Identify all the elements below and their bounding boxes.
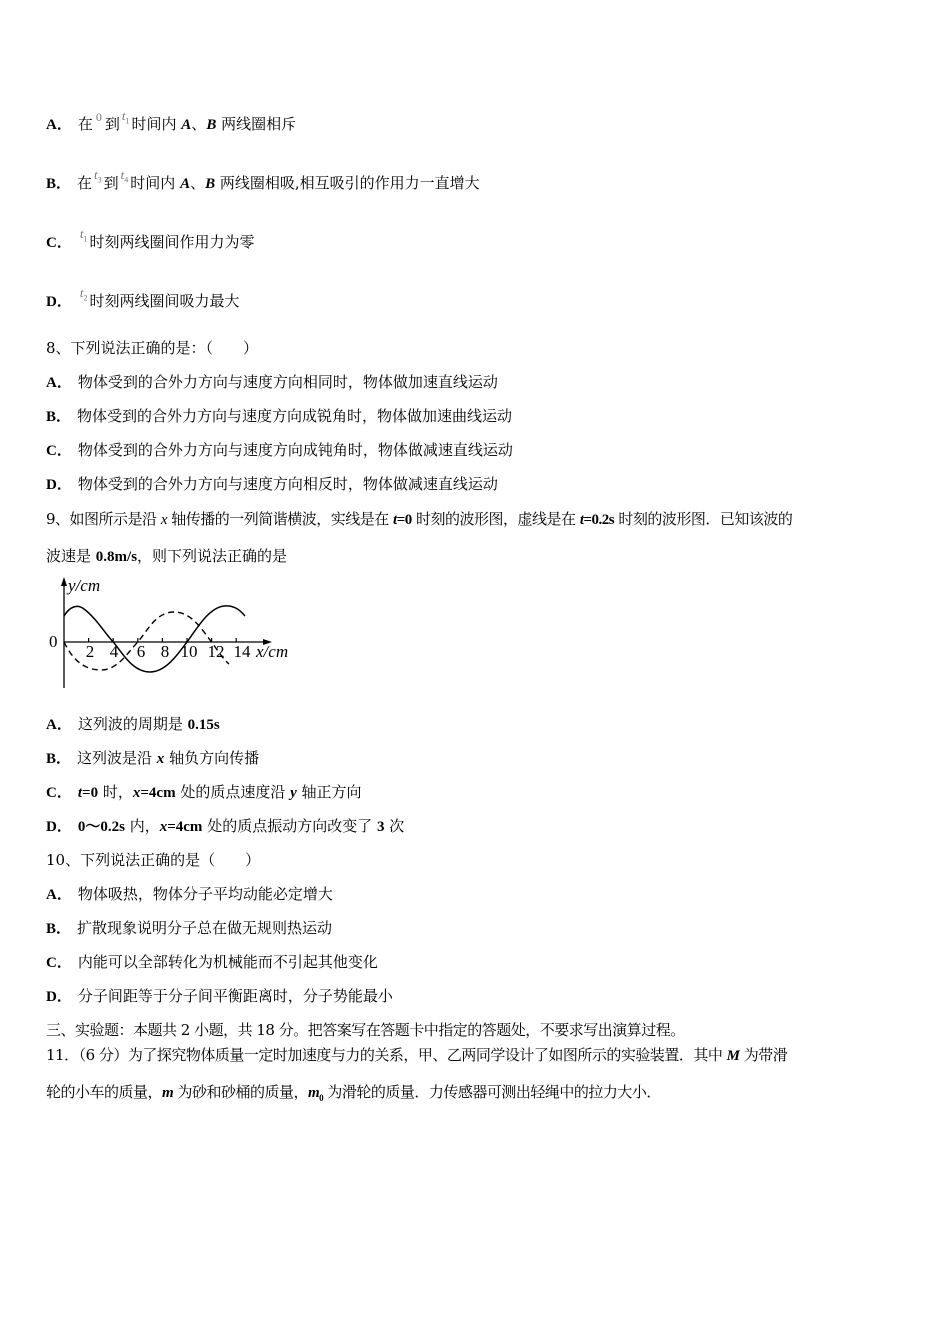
q10-option-c: C． 内能可以全部转化为机械能而不引起其他变化 [46, 953, 378, 971]
q10-stem: 10、下列说法正确的是（ ） [46, 851, 261, 869]
q9-stem-line2: 波速是 0.8m/s，则下列说法正确的是 [46, 547, 288, 565]
var-t4: $t_4$ [120, 167, 129, 185]
svg-text:6: 6 [136, 642, 146, 661]
q8-option-c: C． 物体受到的合外力方向与速度方向成钝角时，物体做减速直线运动 [46, 441, 513, 459]
var-t3: $t_3$ [94, 167, 102, 185]
var-zero: 0 [95, 110, 102, 124]
wave-graph [44, 574, 306, 694]
q9-option-c: C． t=0 时，x=4cm 处的质点速度沿 y 轴正方向 [46, 783, 362, 801]
svg-text:2: 2 [85, 642, 95, 661]
var-t2: $t_2$ [79, 285, 88, 303]
q8-option-b: B． 物体受到的合外力方向与速度方向成锐角时，物体做加速曲线运动 [46, 407, 513, 425]
q10-option-b: B． 扩散现象说明分子总在做无规则热运动 [46, 919, 333, 937]
x-axis-label: x/cm [256, 642, 289, 661]
var-t1: $t_1$ [121, 108, 130, 126]
solid-wave-t0 [64, 606, 245, 672]
q8-option-d: D． 物体受到的合外力方向与速度方向相反时，物体做减速直线运动 [46, 475, 498, 493]
q10-option-d: D． 分子间距等于分子间平衡距离时，分子势能最小 [46, 987, 393, 1005]
q8-stem: 8、下列说法正确的是：（ ） [46, 339, 259, 357]
q11-stem-line1: 11．（6 分）为了探究物体质量一定时加速度与力的关系，甲、乙两同学设计了如图所示的实验装置．其中 M 为带滑 [46, 1046, 788, 1064]
q7-option-a: A． 在 $^0$ 到 $t_1$ 时间内 A、B 两线圈相斥 [46, 108, 297, 133]
svg-text:4: 4 [109, 642, 119, 661]
q9-stem-line1: 9、如图所示是沿 x 轴传播的一列简谐横波，实线是在 t=0 时刻的波形图，虚线是在 t=0.2s 时刻的波形图．已知该波的 [46, 510, 793, 528]
q7-option-b: B． 在 $t_3$ 到 $t_4$ 时间内 A、B 两线圈相吸,相互吸引的作用力一直增大 [46, 167, 480, 192]
q8-option-a: A． 物体受到的合外力方向与速度方向相同时，物体做加速直线运动 [46, 373, 498, 391]
var-t1: $t_1$ [79, 226, 88, 244]
svg-text:14: 14 [233, 642, 251, 661]
svg-text:8: 8 [160, 642, 170, 661]
q10-option-a: A． 物体吸热，物体分子平均动能必定增大 [46, 885, 333, 903]
q9-option-d: D． 0～0.2s 内，x=4cm 处的质点振动方向改变了 3 次 [46, 817, 405, 835]
svg-text:12: 12 [207, 642, 225, 661]
q9-option-b: B． 这列波是沿 x 轴负方向传播 [46, 749, 260, 767]
q7-option-c: C．$t_1$ 时刻两线圈间作用力为零 [46, 226, 255, 251]
origin-label: 0 [49, 632, 58, 651]
q11-stem-line2: 轮的小车的质量，m 为砂和砂桶的质量，$m_0$ 为滑轮的质量．力传感器可测出轻绳中的拉力大小． [46, 1083, 661, 1103]
y-axis-arrow-icon [61, 577, 67, 586]
section-3-heading: 三、实验题：本题共 2 小题，共 18 分。把答案写在答题卡中指定的答题处，不要求写出演算过程。 [46, 1021, 685, 1039]
y-axis-label: y/cm [68, 576, 101, 595]
svg-text:10: 10 [180, 642, 198, 661]
x-tick-labels [86, 642, 251, 661]
q7-option-d: D．$t_2$ 时刻两线圈间吸力最大 [46, 285, 240, 310]
q9-option-a: A． 这列波的周期是 0.15s [46, 715, 220, 733]
